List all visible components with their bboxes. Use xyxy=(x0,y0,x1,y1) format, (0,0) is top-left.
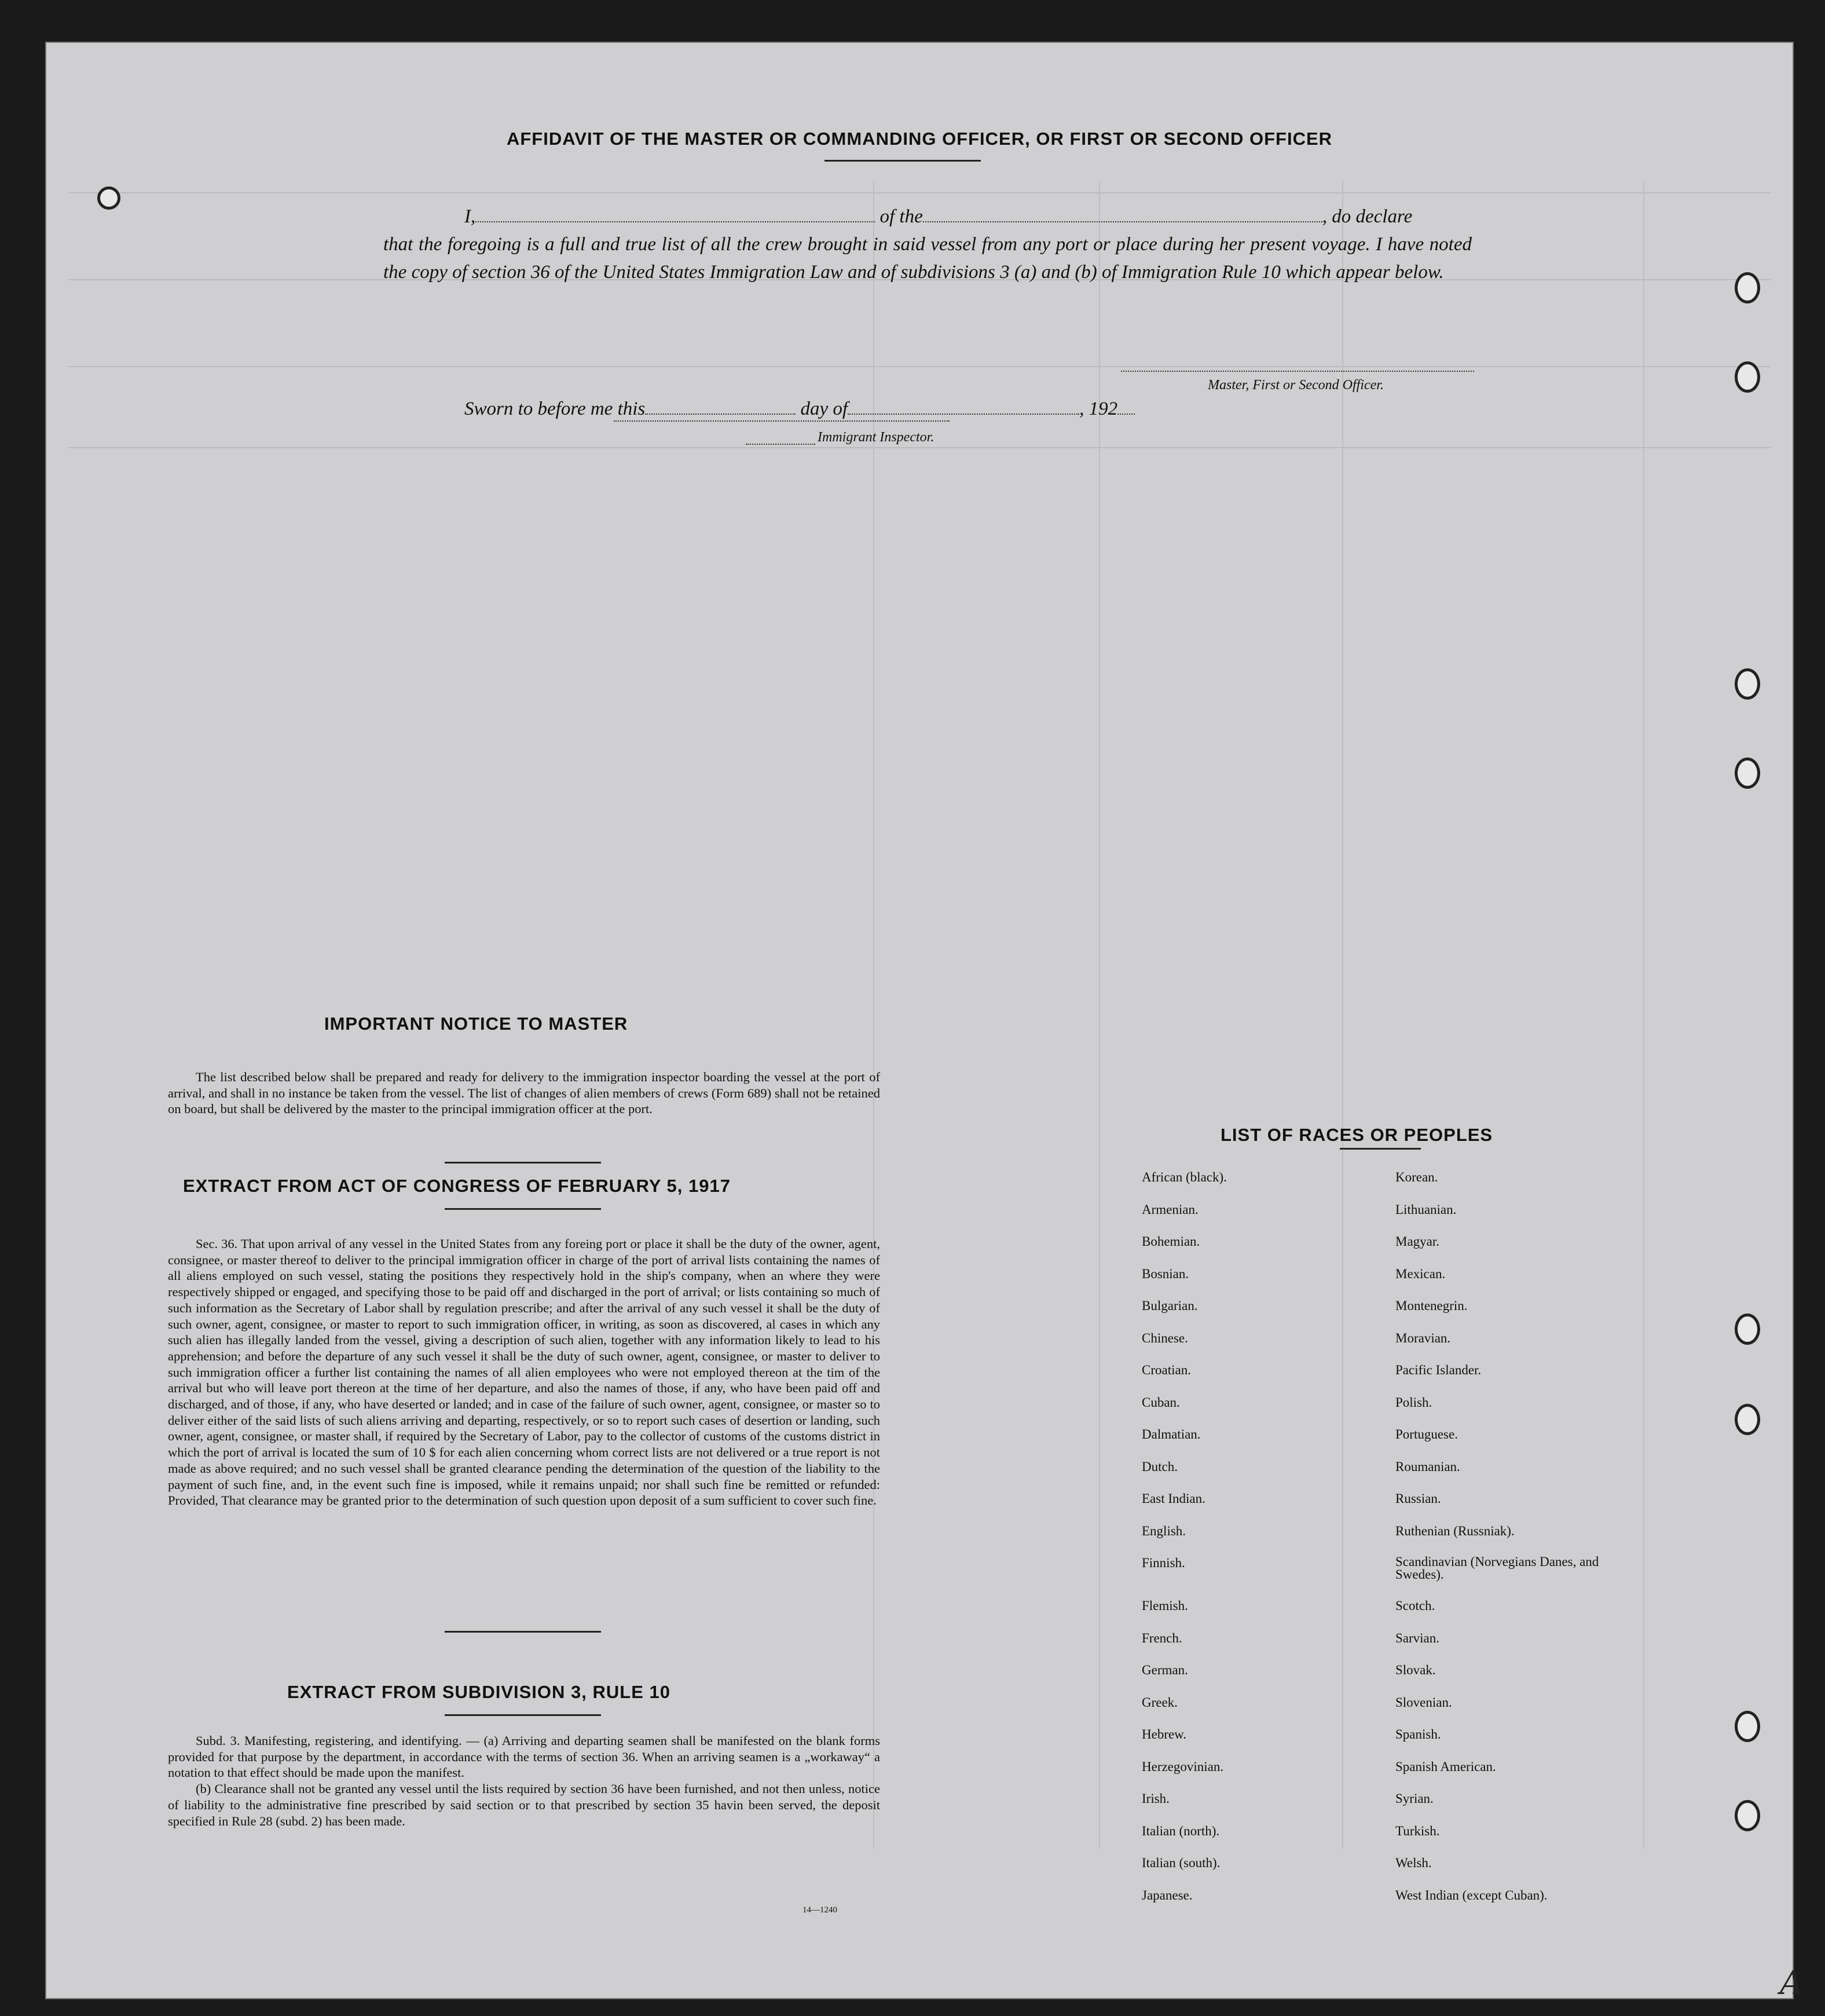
affidavit-line1-c: , do declare xyxy=(1322,206,1413,227)
sworn-line xyxy=(464,398,1135,420)
race-item: French. xyxy=(1142,1630,1182,1645)
race-item: Dalmatian. xyxy=(1142,1427,1201,1441)
month-blank[interactable] xyxy=(848,400,1079,415)
races-right-column xyxy=(1395,1170,1650,1920)
races-left-column xyxy=(1142,1170,1373,1920)
year-blank[interactable] xyxy=(1117,400,1135,415)
section-divider xyxy=(445,1631,601,1633)
race-item: Armenian. xyxy=(1142,1202,1199,1217)
race-item: Ruthenian (Russniak). xyxy=(1395,1523,1515,1538)
race-item: Cuban. xyxy=(1142,1395,1180,1410)
race-item: Italian (south). xyxy=(1142,1856,1221,1870)
race-item: Russian. xyxy=(1395,1491,1441,1506)
affidavit-line1-a: I, xyxy=(464,206,476,227)
race-item: Chinese. xyxy=(1142,1330,1188,1345)
race-item: Italian (north). xyxy=(1142,1823,1220,1838)
notice-title: IMPORTANT NOTICE TO MASTER xyxy=(324,1014,628,1034)
race-item: Finnish. xyxy=(1142,1556,1185,1570)
punch-hole xyxy=(1735,668,1760,700)
punch-hole xyxy=(1735,1404,1760,1435)
inspector-caption-line xyxy=(746,444,815,445)
race-item: Hebrew. xyxy=(1142,1727,1187,1741)
section-divider xyxy=(445,1162,601,1164)
race-item: Syrian. xyxy=(1395,1791,1434,1806)
notice-paragraph: The list described below shall be prepared and ready for delivery to the immigration inspector boarding the vessel at the port of arrival, and shall in no instance be taken from the vessel. The list of changes of alien members of crews (Form 689) shall not be retained on board, but shall be delivered by the master to the principal immigration officer at the port. xyxy=(168,1070,880,1117)
affidavit-line1-b: of the xyxy=(879,206,923,227)
rule-text xyxy=(168,1733,880,1829)
race-item: Sarvian. xyxy=(1395,1630,1440,1645)
race-item: Bosnian. xyxy=(1142,1266,1189,1281)
affidavit-text xyxy=(383,203,1472,286)
race-item: Lithuanian. xyxy=(1395,1202,1457,1217)
notice-text xyxy=(168,1069,880,1117)
race-item: Bulgarian. xyxy=(1142,1298,1198,1313)
affidavit-body: that the foregoing is a full and true list of all the crew brought in said vessel from any port or place during her present voyage. I have noted the copy of section 36 of the United States Immigration Law and of subdivisions 3 (a) and (b) of Immigration Rule 10 which appear below. xyxy=(383,234,1472,283)
race-item: Turkish. xyxy=(1395,1823,1440,1838)
race-item: Mexican. xyxy=(1395,1266,1446,1281)
rule-paragraph-a: Subd. 3. Manifesting, registering, and identifying. — (a) Arriving and departing seamen shall be manifested on the blank forms provided for that purpose by the department, in accordance with the terms of section 36. When an arriving seamen is a „workaway“ a notation to that effect should be made upon the manifest. xyxy=(168,1733,880,1780)
sworn-b: day of xyxy=(800,398,848,419)
inspector-signature-line[interactable] xyxy=(614,420,950,422)
punch-hole xyxy=(1735,361,1760,393)
punch-hole xyxy=(1735,272,1760,303)
race-item: Portuguese. xyxy=(1395,1427,1458,1441)
race-item: Flemish. xyxy=(1142,1598,1188,1613)
races-underline xyxy=(1340,1148,1421,1150)
race-item: Roumanian. xyxy=(1395,1459,1460,1474)
day-blank[interactable] xyxy=(645,400,796,415)
race-item: Greek. xyxy=(1142,1695,1178,1710)
vessel-blank[interactable] xyxy=(923,207,1322,222)
punch-hole xyxy=(1735,758,1760,789)
race-item: Bohemian. xyxy=(1142,1234,1200,1249)
race-item: African (black). xyxy=(1142,1170,1227,1184)
rule-paragraph-b: (b) Clearance shall not be granted any vessel until the lists required by section 36 have been furnished, and not then unless, notice of liability to the administrative fine prescribed by said section or to that prescribed by section 35 havin been served, the deposit specified in Rule 28 (subd. 2) has been made. xyxy=(168,1781,880,1828)
race-item: West Indian (except Cuban). xyxy=(1395,1887,1548,1902)
inspector-caption: Immigrant Inspector. xyxy=(818,430,935,445)
handwritten-mark: A xyxy=(1780,1964,1804,2002)
race-item: Scotch. xyxy=(1395,1598,1435,1613)
punch-hole xyxy=(1735,1313,1760,1345)
race-item: Herzegovinian. xyxy=(1142,1759,1224,1774)
section-divider xyxy=(445,1208,601,1210)
act-paragraph: Sec. 36. That upon arrival of any vessel in the United States from any foreing port or place it shall be the duty of the owner, agent, consignee, or master thereof to deliver to the principal immigration officer in charge of the port of arrival lists containing the names of all aliens employed on such vessel, stating the positions they respectively hold in the ship's company, when an where they were respectively shipped or engaged, and specifying those to be paid off and discharged in the port of arrival; or lists containing so much of such information as the Secretary of Labor shall by regulation prescribe; and after the arrival of any such vessel it shall be the duty of such owner, agent, consignee, or master to report to such immigration officer, in writing, as soon as discovered, al cases in which any such alien has illegally landed from the vessel, giving a description of such alien, together with any information likely to lead to his apprehension; and before the departure of any such vessel it shall be the duty of such owner, agent, consignee, or master to deliver to such immigration officer a further list containing the names of all alien employees who were not employed thereon at the tim of the arrival but who will leave port thereon at the time of her departure, and also the names of those, if any, who have been paid off and discharged, and of those, if any, who have deserted or landed; and in case of the failure of such owner, agent, consignee, or master so to deliver either of the said lists of such aliens arriving and departing, respectively, or so to report such cases of desertion or landing, such owner, agent, consignee, or master shall, if required by the Secretary of Labor, pay to the collector of customs of the customs district in which the port of arrival is located the sum of 10 $ for each alien concerning whom correct lists are not delivered or a true report is not made as above required; and no such vessel shall be granted clearance pending the determination of the question of the liability to the payment of such fine, and, in the event such fine is imposed, while it remains unpaid; nor shall such fine be remitted or refunded: Provided, That clearance may be granted prior to the determination of such question upon deposit of a sum sufficient to cover such fine. xyxy=(168,1236,880,1508)
affidavit-title: AFFIDAVIT OF THE MASTER OR COMMANDING OFFICER, OR FIRST OR SECOND OFFICER xyxy=(506,129,1333,149)
punch-hole xyxy=(97,186,120,210)
race-item: German. xyxy=(1142,1663,1188,1677)
name-blank[interactable] xyxy=(475,207,875,222)
race-item: Polish. xyxy=(1395,1395,1432,1410)
race-item: Croatian. xyxy=(1142,1363,1191,1377)
race-item: Moravian. xyxy=(1395,1330,1451,1345)
sworn-c: , 192 xyxy=(1079,398,1118,419)
master-signature-line[interactable] xyxy=(1121,371,1474,372)
race-item: Slovak. xyxy=(1395,1663,1436,1677)
title-underline xyxy=(824,160,981,162)
race-item: East Indian. xyxy=(1142,1491,1205,1506)
sworn-a: Sworn to before me this xyxy=(464,398,646,419)
punch-hole xyxy=(1735,1711,1760,1742)
race-item: English. xyxy=(1142,1523,1186,1538)
races-title: LIST OF RACES OR PEOPLES xyxy=(1221,1125,1493,1145)
rule-title: EXTRACT FROM SUBDIVISION 3, RULE 10 xyxy=(287,1682,670,1702)
document-page xyxy=(45,42,1804,2002)
race-item: Pacific Islander. xyxy=(1395,1363,1482,1377)
race-item: Irish. xyxy=(1142,1791,1170,1806)
act-text xyxy=(168,1236,880,1509)
race-item: Spanish. xyxy=(1395,1727,1441,1741)
section-divider xyxy=(445,1714,601,1716)
race-item: Montenegrin. xyxy=(1395,1298,1468,1313)
race-item: Korean. xyxy=(1395,1170,1438,1184)
race-item: Slovenian. xyxy=(1395,1695,1452,1710)
form-number: 14—1240 xyxy=(802,1905,837,1915)
race-item: Dutch. xyxy=(1142,1459,1178,1474)
act-title: EXTRACT FROM ACT OF CONGRESS OF FEBRUARY 5, 1917 xyxy=(183,1176,731,1196)
master-caption: Master, First or Second Officer. xyxy=(1208,378,1384,393)
race-item: Scandinavian (Norvegians Danes, and Swedes). xyxy=(1395,1554,1599,1582)
punch-hole xyxy=(1735,1800,1760,1831)
race-item: Japanese. xyxy=(1142,1887,1193,1902)
race-item: Welsh. xyxy=(1395,1856,1432,1870)
race-item: Magyar. xyxy=(1395,1234,1440,1249)
race-item: Spanish American. xyxy=(1395,1759,1496,1774)
